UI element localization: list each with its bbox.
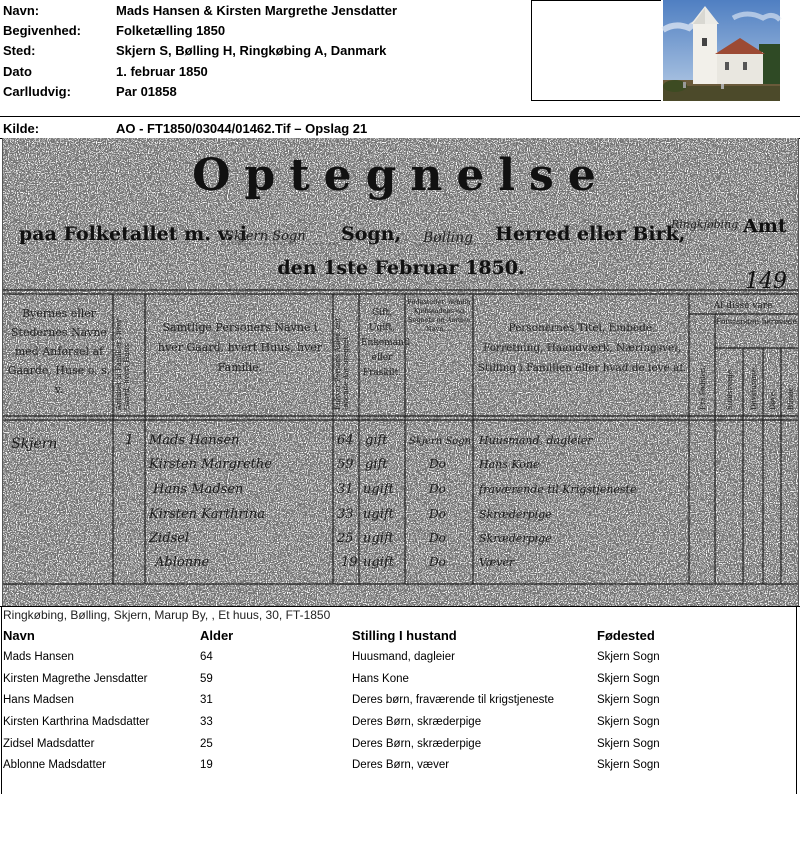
- cell-position: Huusmand, dagleier: [352, 651, 455, 663]
- cell-name: Kirsten Karthrina Madsdatter: [3, 716, 150, 728]
- scan-col-right-4: Blinde.: [787, 385, 795, 410]
- cell-birthplace: Skjern Sogn: [597, 651, 660, 663]
- cell-birthplace: Skjern Sogn: [597, 759, 660, 771]
- scan-hand-age: 25: [337, 531, 354, 546]
- scan-col-right-0: Fra Fødslen.: [699, 365, 707, 410]
- scan-hand-title: Huusmand, dagleier: [479, 434, 593, 447]
- cell-age: 19: [200, 759, 213, 771]
- scan-hand-age: 19: [341, 555, 358, 570]
- cell-age: 59: [200, 673, 213, 685]
- scan-hand-age: 59: [337, 457, 354, 472]
- scan-amt: Amt: [743, 215, 787, 237]
- scan-hand-civil: gift: [365, 457, 388, 472]
- cell-position: Hans Kone: [352, 673, 409, 685]
- scan-page-number: 149: [745, 269, 787, 294]
- cell-age: 25: [200, 738, 213, 750]
- cell-birthplace: Skjern Sogn: [597, 716, 660, 728]
- column-header-age: Alder: [200, 628, 234, 643]
- scan-hand-birth: Skjern Sogn: [409, 436, 472, 447]
- scan-col-right-sub: Forstanden berøvede: [716, 317, 797, 326]
- cell-birthplace: Skjern Sogn: [597, 738, 660, 750]
- scan-hand-birth: Do: [429, 457, 446, 471]
- scan-hand-place: Skjern: [11, 436, 58, 452]
- scan-hand-civil: ugift: [363, 507, 394, 522]
- cell-name: Ablonne Madsdatter: [3, 759, 106, 771]
- scan-hand-title: Hans Kone: [479, 458, 540, 471]
- scan-date-line: den 1ste Februar 1850.: [277, 257, 525, 279]
- cell-name: Hans Madsen: [3, 694, 74, 706]
- census-scan: [2, 138, 799, 606]
- frame-left-border: [1, 606, 2, 794]
- scan-hand-civil: gift: [365, 433, 388, 448]
- scan-hand-name: Zidsel: [149, 531, 190, 546]
- scan-sogn: Sogn,: [341, 223, 402, 245]
- cell-name: Kirsten Magrethe Jensdatter: [3, 673, 148, 685]
- scan-hand-title: Skræderpige: [479, 508, 552, 521]
- scan-col-family: Antallet af Familier i hver Gaard, hvert Huus.: [115, 318, 131, 410]
- scan-hand-amt: Ringkjøbing: [671, 218, 739, 231]
- scan-title: Optegnelse: [192, 150, 610, 201]
- scan-hand-birth: Do: [429, 555, 446, 569]
- divider: [0, 606, 800, 607]
- cell-position: Deres Børn, skræderpige: [352, 738, 482, 750]
- scan-hand-birth: Do: [429, 531, 446, 545]
- divider: [0, 116, 800, 117]
- cell-position: Deres børn, fraværende til krigstjeneste: [352, 694, 554, 706]
- cell-birthplace: Skjern Sogn: [597, 673, 660, 685]
- scan-hand-name: Hans Madsen: [153, 482, 244, 497]
- scan-hand-name: Kirsten Margrethe: [149, 457, 272, 472]
- scan-hand-age: 64: [337, 433, 354, 448]
- scan-col-right-3: Døve.: [769, 389, 777, 410]
- column-header-position: Stilling I hustand: [352, 628, 457, 643]
- scan-col-birth: Fødestedet, nemlig Kjøbstadens og Sognets og Amtets Navn ...: [407, 298, 471, 333]
- church-photo: [663, 0, 780, 101]
- scan-col-age: Enhver Persons Alder, det løbende Aar uregnet.: [334, 317, 350, 410]
- scan-hand-name: Mads Hansen: [149, 433, 240, 448]
- scan-hand-herred: Bølling: [423, 230, 474, 246]
- cell-position: Deres Børn, væver: [352, 759, 450, 771]
- column-header-birthplace: Fødested: [597, 628, 655, 643]
- scan-hand-title: Væver: [479, 556, 515, 569]
- scan-hand-family: 1: [125, 432, 134, 448]
- column-header-name: Navn: [3, 628, 35, 643]
- scan-hand-name: Kirsten Karthrina: [149, 507, 265, 522]
- scan-herred: Herred eller Birk,: [495, 223, 686, 245]
- cell-age: 33: [200, 716, 213, 728]
- scan-col-right-header: Af disse vare: [713, 301, 773, 311]
- scan-hand-age: 31: [337, 482, 354, 497]
- scan-col-civil: Gift, Ugift, Enkemand eller Fraskilt.: [361, 308, 410, 378]
- cell-age: 64: [200, 651, 213, 663]
- scan-hand-civil: ugift: [363, 555, 394, 570]
- scan-hand-birth: Do: [429, 507, 446, 521]
- cell-name: Zidsel Madsdatter: [3, 738, 95, 750]
- scan-line1-prefix: paa Folketallet m. v. i: [19, 223, 248, 245]
- scan-hand-birth: Do: [429, 482, 446, 496]
- cell-position: Deres Børn, skræderpige: [352, 716, 482, 728]
- frame-right-border: [796, 606, 797, 794]
- scan-hand-title: fraværende til Krigstjeneste: [479, 483, 637, 496]
- photo-frame: [531, 0, 661, 101]
- cell-birthplace: Skjern Sogn: [597, 694, 660, 706]
- scan-col-place: Byernes eller Stedernes Navne med Anførsel af Gaarde, Huse o. s. v.: [7, 307, 111, 396]
- cell-age: 31: [200, 694, 213, 706]
- scan-hand-title: Skræderpige: [479, 532, 552, 545]
- scan-hand-civil: ugift: [363, 482, 394, 497]
- scan-hand-civil: ugift: [363, 531, 394, 546]
- scan-hand-age: 33: [337, 507, 354, 522]
- cell-name: Mads Hansen: [3, 651, 74, 663]
- scan-hand-name: Ablonne: [155, 555, 210, 570]
- scan-hand-parish: Skjern Sogn: [225, 229, 306, 244]
- scan-col-names: Samtlige Personers Navne i hver Gaard, hvert Huus, hver Familie.: [157, 321, 323, 374]
- scan-col-right-2: Døvstumme.: [750, 365, 758, 410]
- scan-col-title: Personernes Titel, Embede, Forretning, Haandværk, Næringsvei, Stilling i Familien eller hvad de leve af.: [477, 322, 687, 374]
- scan-col-right-1: Sindssvage: [726, 370, 734, 410]
- transcription-caption: Ringkøbing, Bølling, Skjern, Marup By, , Et huus, 30, FT-1850: [3, 608, 331, 622]
